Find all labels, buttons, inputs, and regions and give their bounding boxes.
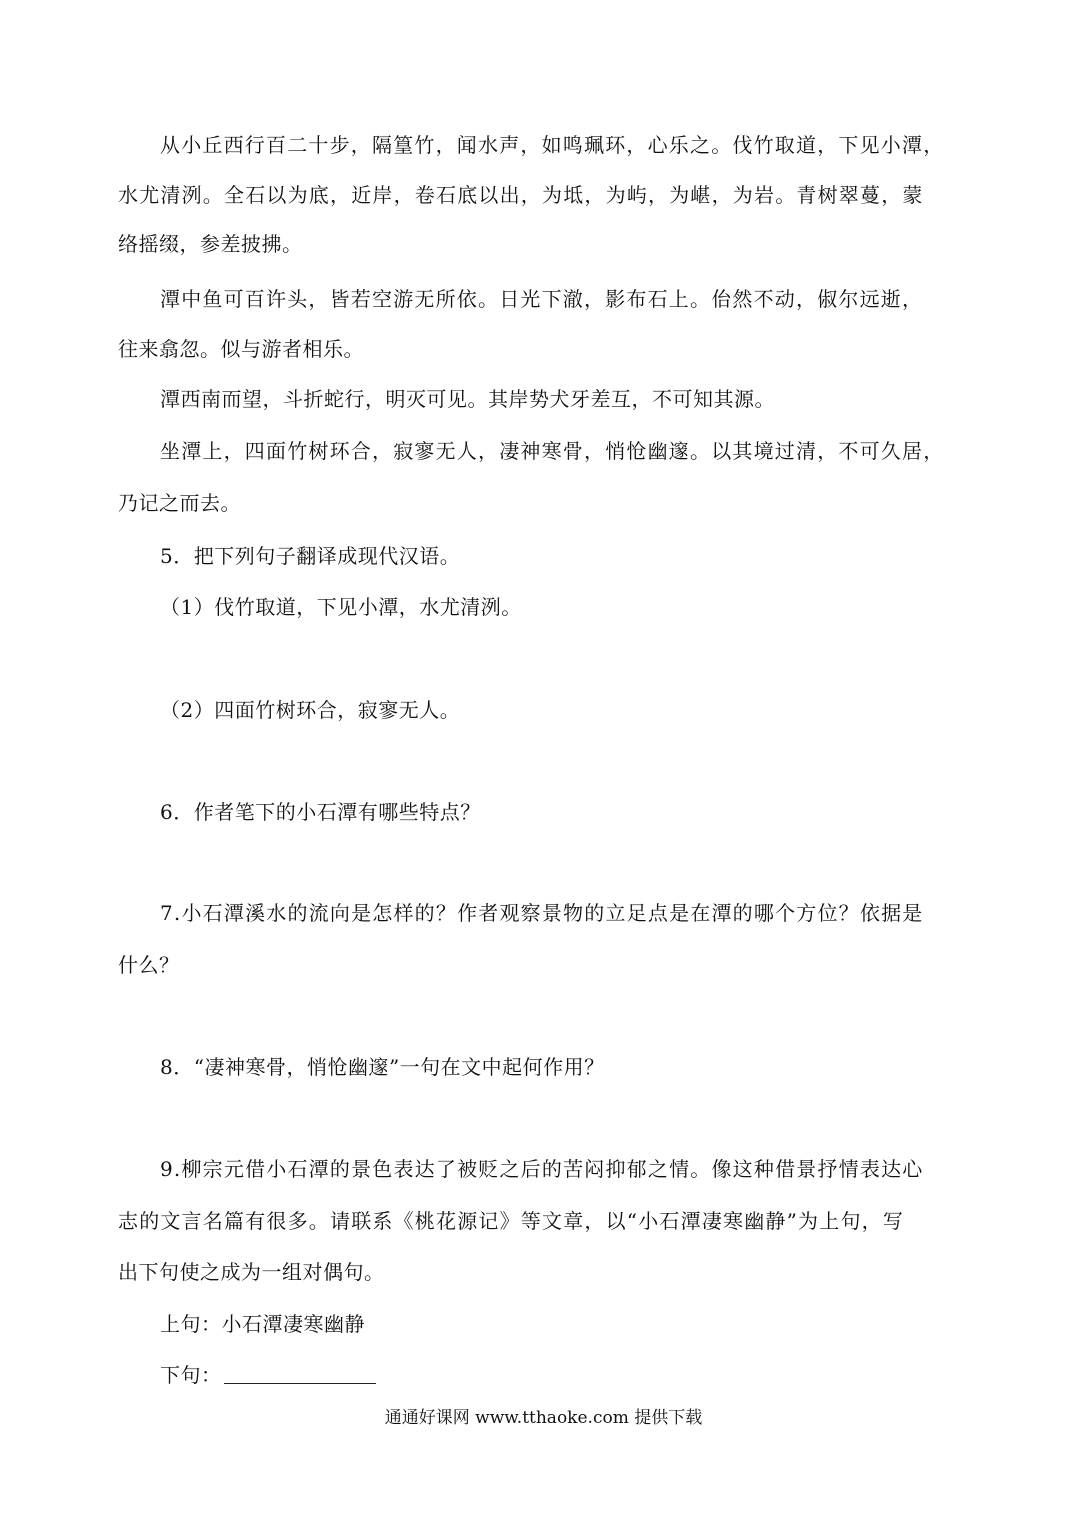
passage-p4-line1: 坐潭上，四面竹树环合，寂寥无人，凄神寒骨，悄怆幽邃。以其境过清，不可久居， — [160, 439, 945, 463]
question-9-lower-sentence — [160, 1360, 376, 1390]
passage-p3-line1: 潭西南而望，斗折蛇行，明灭可见。其岸势犬牙差互，不可知其源。 — [160, 387, 775, 411]
question-9-line2: 志的文言名篇有很多。请联系《桃花源记》等文章，以“小石潭凄寒幽静”为上句，写 — [118, 1209, 905, 1233]
question-6-stem: 6．作者笔下的小石潭有哪些特点？ — [160, 800, 481, 824]
question-9-line3: 出下句使之成为一组对偶句。 — [118, 1260, 385, 1284]
passage-p1-line2: 水尤清洌。全石以为底，近岸，卷石底以出，为坻，为屿，为嵁，为岩。青树翠蔓，蒙 — [118, 183, 924, 207]
question-9-lower-label: 下句： — [160, 1363, 222, 1387]
page-footer: 通通好课网 www.tthaoke.com 提供下载 — [384, 1408, 703, 1428]
question-7-line2: 什么？ — [118, 953, 180, 977]
question-7-line1: 7.小石潭溪水的流向是怎样的？作者观察景物的立足点是在潭的哪个方位？依据是 — [160, 901, 924, 925]
question-9-upper-sentence: 上句：小石潭凄寒幽静 — [160, 1312, 365, 1336]
question-5-sub2: （2）四面竹树环合，寂寥无人。 — [160, 698, 461, 722]
passage-p4-line2: 乃记之而去。 — [118, 491, 241, 515]
question-5-sub1: （1）伐竹取道，下见小潭，水尤清洌。 — [160, 595, 522, 619]
passage-p2-line1: 潭中鱼可百许头，皆若空游无所依。日光下澈，影布石上。佁然不动，俶尔远逝， — [160, 287, 924, 311]
passage-p1-line1: 从小丘西行百二十步，隔篁竹，闻水声，如鸣珮环，心乐之。伐竹取道，下见小潭， — [160, 133, 945, 157]
question-8-stem: 8．“凄神寒骨，悄怆幽邃”一句在文中起何作用？ — [160, 1055, 605, 1079]
passage-p2-line2: 往来翕忽。似与游者相乐。 — [118, 337, 364, 361]
question-9-line1: 9.柳宗元借小石潭的景色表达了被贬之后的苦闷抑郁之情。像这种借景抒情表达心 — [160, 1157, 924, 1181]
answer-blank[interactable] — [224, 1361, 376, 1384]
passage-p1-line3: 络摇缀，参差披拂。 — [118, 232, 303, 256]
question-5-stem: 5．把下列句子翻译成现代汉语。 — [160, 544, 461, 568]
